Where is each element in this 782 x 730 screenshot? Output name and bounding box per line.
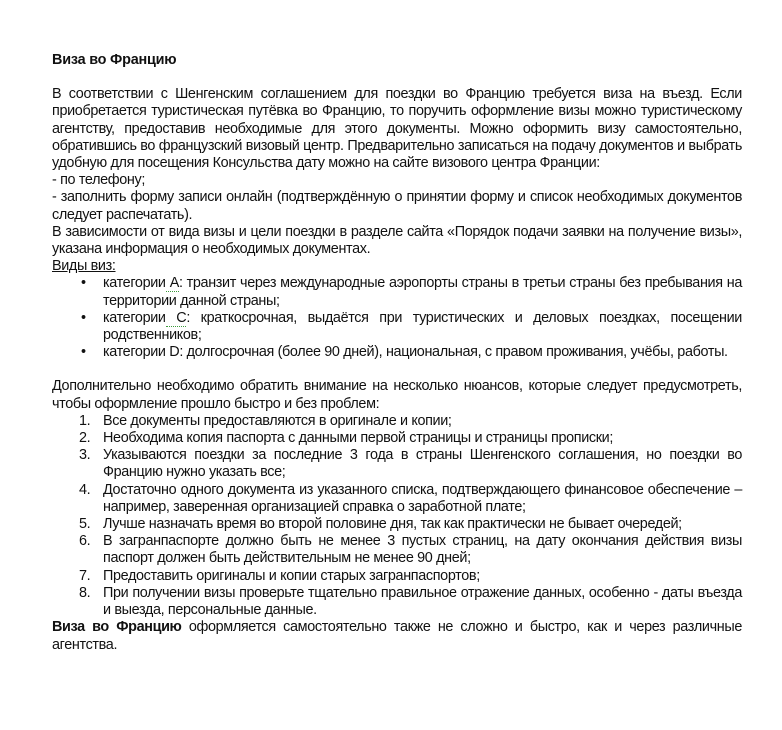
- nuances-intro: Дополнительно необходимо обратить внимание на несколько нюансов, которые следует предусмотреть, чтобы оформление прошло быстро и без проблем:: [52, 378, 742, 412]
- list-item: • категории D: долгосрочная (более 90 дней), национальная, с правом проживания, учёбы, работы.: [81, 344, 728, 361]
- blank-line: [52, 361, 742, 378]
- conclusion-text: оформляется самостоятельно также не сложно и быстро, как и через различные агентства.: [52, 619, 742, 653]
- list-item: 8. При получении визы проверьте тщательно правильное отражение данных, особенно - даты въезда и выезда, персональные данные.: [79, 584, 742, 619]
- nuances-list: [52, 413, 742, 619]
- option-phone: - по телефону;: [52, 172, 146, 189]
- bullet-icon: •: [81, 275, 86, 292]
- list-item: 6. В загранпаспорте должно быть не менее 3 пустых страниц, на дату окончания действия визы паспорт должен быть действительным не менее 90 дней;: [79, 533, 742, 567]
- list-item: 1. Все документы предоставляются в оригинале и копии;: [79, 412, 452, 429]
- conclusion-bold: Виза во Францию: [52, 619, 182, 636]
- list-item: 5. Лучше назначать время во второй половине дня, так как практически не бывает очередей;: [79, 516, 682, 533]
- list-item: 4. Достаточно одного документа из указанного списка, подтверждающего финансовое обеспечение – например, заверенная организацией справка о заработной плате;: [79, 481, 742, 515]
- option-online: - заполнить форму записи онлайн (подтверждённую о принятии форму и список необходимых документов следует распечатать).: [52, 189, 742, 223]
- bullet-icon: •: [81, 309, 86, 326]
- intro-paragraph: [52, 86, 742, 172]
- document-page: [52, 52, 742, 654]
- list-item: 3. Указываются поездки за последние 3 года в страны Шенгенского соглашения, но поездки во Францию нужно указать все;: [79, 447, 742, 481]
- list-item: • категории С: краткосрочная, выдаётся при туристических и деловых поездках, посещении родственников;: [81, 309, 742, 344]
- list-item: 7. Предоставить оригиналы и копии старых загранпаспортов;: [79, 567, 480, 584]
- document-title: Виза во Францию: [52, 52, 177, 68]
- conclusion-paragraph: [52, 619, 742, 653]
- bullet-icon: •: [81, 344, 86, 361]
- list-item: • категории А: транзит через международные аэропорты страны в третьи страны без пребывания на территории данной страны;: [81, 275, 742, 309]
- visa-types-list: [52, 275, 742, 361]
- intro-line-1: В соответствии с Шенгенским соглашением для поездки во Францию требуется виза на въезд.: [52, 86, 703, 103]
- dependence-paragraph: В зависимости от вида визы и цели поездки в разделе сайта «Порядок подачи заявки на получение визы», указана информация о необходимых документах.: [52, 223, 742, 258]
- list-item: 2. Необходима копия паспорта с данными первой страницы и страницы прописки;: [79, 430, 614, 447]
- visa-types-heading: Виды виз:: [52, 258, 116, 275]
- spellcheck-underline: А: [169, 275, 179, 292]
- spellcheck-underline: С: [176, 309, 187, 326]
- intro-rest: Если приобретается туристическая путёвка во Францию, то поручить оформление визы можно туристическому агентству, предоставив необходимые для этого документы. Можно оформить визу самостоятельно, обратившись во французский визовый центр. Предварительно записаться на подачу документов и выбрать удобную для посещения Консульства дату можно на сайте визового центра Франции:: [52, 86, 742, 172]
